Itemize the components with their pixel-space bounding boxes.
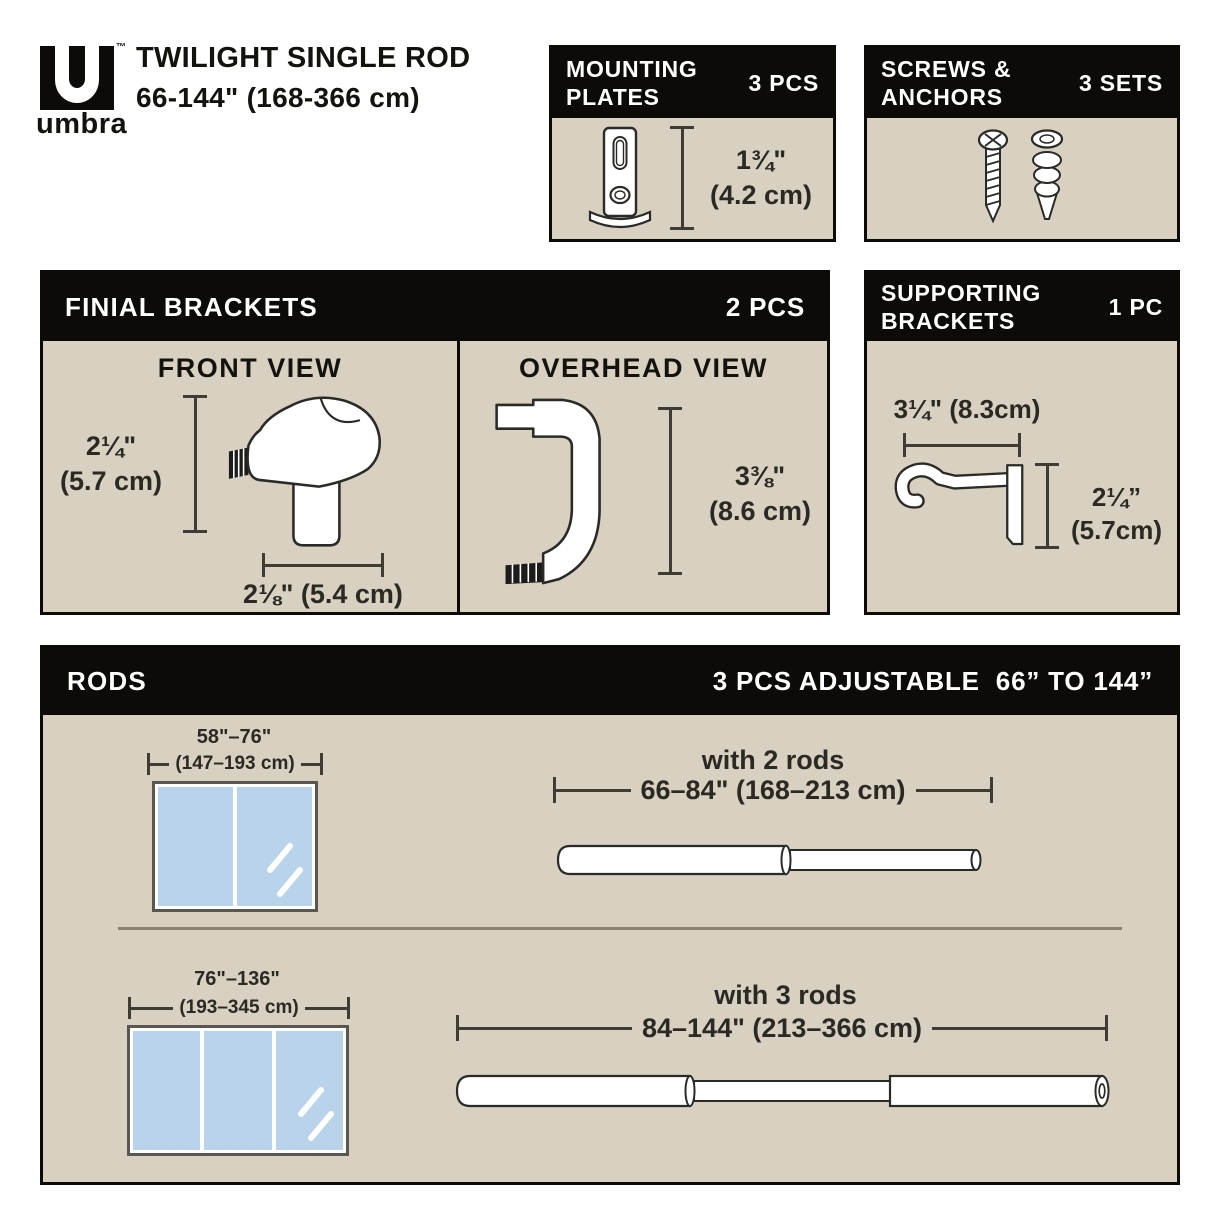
supporting-brackets-panel: [864, 270, 1180, 615]
dim-cap: [320, 753, 323, 775]
logo-wordmark: umbra: [36, 108, 128, 140]
screws-anchors-qty: 3 SETS: [1078, 69, 1163, 96]
dim-line: [265, 564, 381, 567]
dim-line: [194, 398, 197, 530]
dim-cap: [381, 553, 384, 577]
dim-line: [916, 789, 991, 792]
dim-line: [932, 1027, 1105, 1030]
mounting-plate-height-label: 1¾" (4.2 cm): [709, 145, 813, 210]
rod-2-piece-illustration: [553, 839, 990, 881]
finial-brackets-qty: 2 PCS: [725, 291, 805, 322]
window-pane: [158, 787, 233, 906]
page-title: TWILIGHT SINGLE ROD: [136, 42, 471, 74]
dim-cap: [658, 572, 682, 575]
dim-line: [305, 1007, 347, 1010]
window-pane: [276, 1031, 343, 1150]
dim-line: [150, 763, 169, 766]
dim-line: [906, 444, 1018, 447]
window1-width-cm-label: (147–193 cm): [175, 753, 295, 774]
mounting-plates-title: MOUNTING PLATES: [566, 55, 698, 110]
overhead-view-section: [460, 341, 827, 612]
mounting-plate-height-dimension-line: [670, 126, 694, 230]
finial-bracket-overhead-illustration: [492, 397, 624, 595]
glass-reflection-icon: [293, 1074, 341, 1146]
front-width-dimension-line: [262, 553, 384, 577]
supporting-height-label: 2¼” (5.7cm): [1070, 482, 1163, 546]
dim-cap: [1035, 546, 1059, 549]
dim-line: [681, 129, 684, 227]
rods-row-divider: [118, 927, 1122, 930]
window-pane: [204, 1031, 271, 1150]
rod-config2-label: with 3 rods: [714, 980, 857, 1010]
overhead-depth-label: 3⅜" (8.6 cm): [708, 461, 812, 526]
window-pane: [237, 787, 312, 906]
supporting-width-label: 3¼" (8.3cm): [893, 394, 1041, 424]
dim-cap: [1105, 1015, 1108, 1041]
dim-cap: [670, 227, 694, 230]
front-view-section: [43, 341, 457, 612]
dim-line: [459, 1027, 632, 1030]
rod-config1-label: with 2 rods: [701, 745, 845, 775]
overhead-view-label: OVERHEAD VIEW: [518, 353, 769, 383]
finial-brackets-title: FINIAL BRACKETS: [65, 291, 318, 322]
front-height-dimension-line: [183, 395, 207, 533]
rod-3-piece-illustration: [452, 1070, 1115, 1112]
window2-width-in-label: 76"–136": [194, 968, 280, 990]
rod-config2-range-label: 84–144" (213–366 cm): [641, 1012, 923, 1043]
dim-line: [669, 410, 672, 572]
rods-panel: [40, 645, 1180, 1185]
trademark-symbol: ™: [116, 42, 126, 53]
dim-cap: [990, 777, 993, 803]
dim-line: [131, 1007, 173, 1010]
rod-config1-dimension-line: [553, 774, 993, 805]
dim-cap: [1018, 433, 1021, 457]
screw-icon: [975, 129, 1011, 229]
dim-line: [556, 789, 631, 792]
dim-line: [301, 763, 320, 766]
supporting-brackets-qty: 1 PC: [1108, 293, 1163, 320]
overhead-depth-dimension-line: [658, 407, 682, 575]
finial-bracket-front-illustration: [225, 383, 401, 559]
front-view-label: FRONT VIEW: [157, 353, 343, 383]
umbra-logo: [36, 42, 140, 146]
supporting-height-dimension-line: [1035, 463, 1059, 549]
screws-anchors-header: [867, 48, 1177, 118]
rods-qty: 3 PCS ADJUSTABLE 66” TO 144”: [712, 666, 1153, 696]
mounting-plates-header: [552, 48, 833, 118]
umbra-logo-icon: [40, 46, 118, 112]
window-pane: [133, 1031, 200, 1150]
mounting-plates-panel: [549, 45, 836, 242]
supporting-width-dimension-line: [903, 433, 1021, 457]
glass-reflection-icon: [262, 830, 310, 902]
rods-title: RODS: [67, 666, 147, 696]
supporting-brackets-title: SUPPORTING BRACKETS: [881, 279, 1042, 334]
mounting-plates-qty: 3 PCS: [748, 69, 819, 96]
front-width-label: 2⅛" (5.4 cm): [243, 579, 403, 609]
dim-cap: [183, 530, 207, 533]
rod-config2-dimension-line: [456, 1012, 1108, 1043]
page-subtitle: 66-144" (168-366 cm): [136, 82, 420, 113]
dim-line: [1046, 466, 1049, 546]
window2-width-dimension-line: [128, 997, 350, 1019]
mounting-plate-illustration: [584, 124, 656, 234]
supporting-bracket-illustration: [891, 459, 1041, 554]
window-2-pane-illustration: [152, 781, 318, 912]
rods-header: [43, 648, 1177, 715]
window1-width-in-label: 58"–76": [196, 726, 272, 748]
screws-anchors-title: SCREWS & ANCHORS: [881, 55, 1012, 110]
window1-width-dimension-line: [147, 753, 323, 775]
finial-brackets-panel: [40, 270, 830, 615]
front-height-label: 2¼" (5.7 cm): [59, 431, 163, 496]
dim-cap: [347, 997, 350, 1019]
rod-config1-range-label: 66–84" (168–213 cm): [640, 774, 906, 805]
wall-anchor-icon: [1025, 129, 1069, 229]
window2-width-cm-label: (193–345 cm): [179, 997, 299, 1018]
finial-brackets-header: [43, 273, 827, 341]
supporting-brackets-header: [867, 273, 1177, 341]
window-3-pane-illustration: [127, 1025, 349, 1156]
screws-anchors-panel: [864, 45, 1180, 242]
